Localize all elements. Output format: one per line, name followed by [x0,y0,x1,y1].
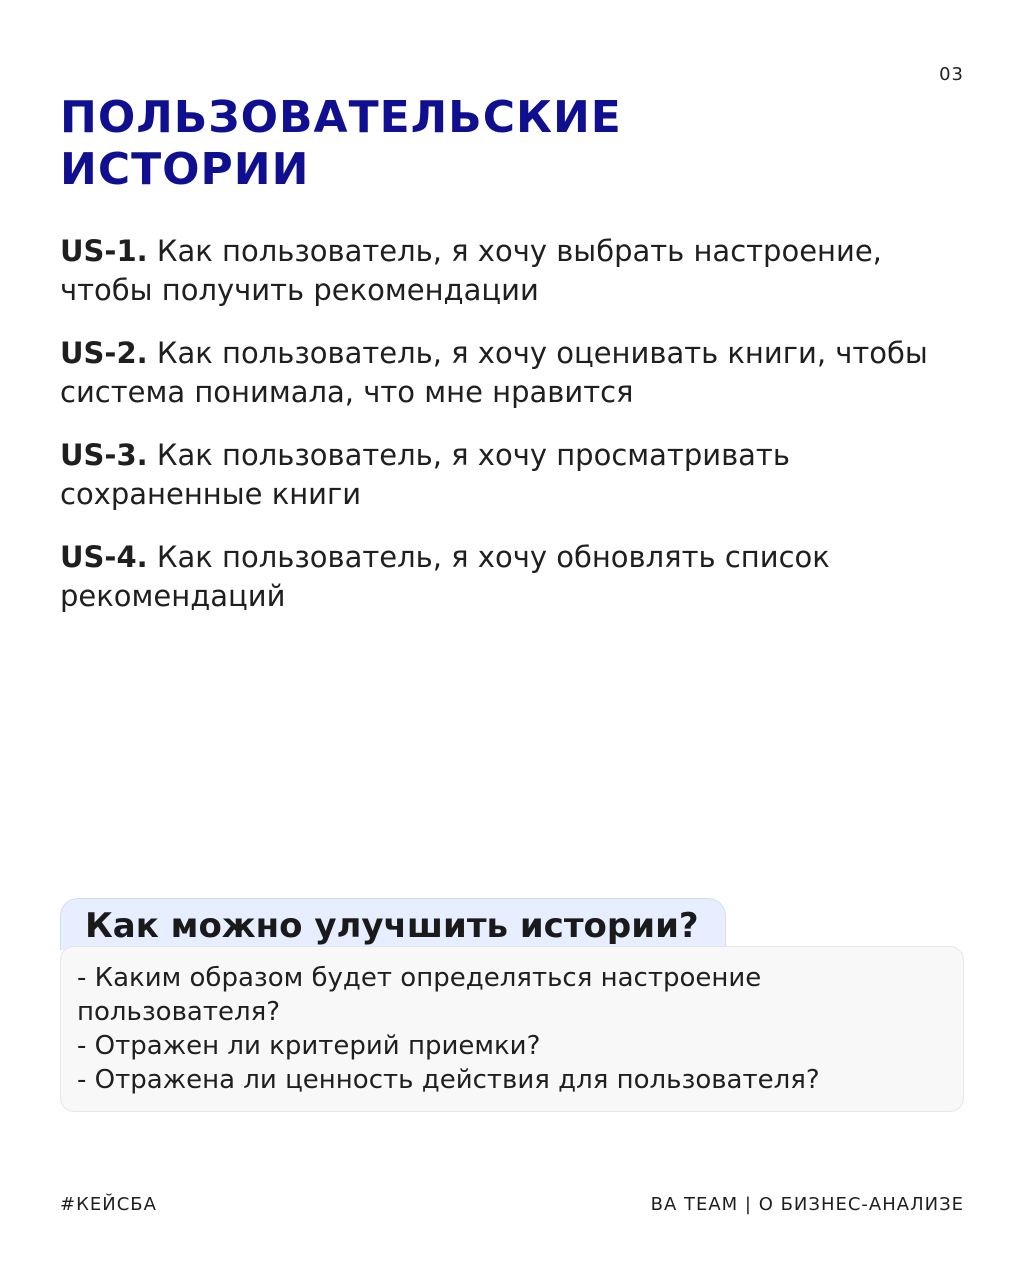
improve-section-tab [60,898,726,950]
user-story-text: Как пользователь, я хочу обновлять список рекомендаций [60,540,830,613]
user-story-text: Как пользователь, я хочу выбрать настроение, чтобы получить рекомендации [60,234,882,307]
user-story-id: US-3. [60,438,148,472]
footer-brand: BA TEAM | О БИЗНЕС-АНАЛИЗЕ [650,1194,964,1215]
user-story [60,334,960,412]
page-number: 03 [939,64,964,85]
user-stories-list [60,232,960,640]
user-story-id: US-4. [60,540,148,574]
user-story-id: US-2. [60,336,148,370]
page-title-line-2: ИСТОРИИ [60,144,310,195]
improve-section-box [60,946,964,1112]
page-title-line-1: ПОЛЬЗОВАТЕЛЬСКИЕ [60,92,622,143]
user-story [60,436,960,514]
user-story-text: Как пользователь, я хочу просматривать сохраненные книги [60,438,790,511]
page-title [60,92,960,196]
improve-question: - Отражена ли ценность действия для пользователя? [77,1065,820,1095]
user-story-id: US-1. [60,234,148,268]
user-story [60,538,960,616]
user-story [60,232,960,310]
improve-section-title: Как можно улучшить истории? [85,906,699,946]
improve-question: - Каким образом будет определяться настроение пользователя? [77,963,762,1027]
improve-question: - Отражен ли критерий приемки? [77,1031,541,1061]
user-story-text: Как пользователь, я хочу оценивать книги, чтобы система понимала, что мне нравится [60,336,928,409]
footer-hashtag: #КЕЙСБА [60,1194,157,1215]
